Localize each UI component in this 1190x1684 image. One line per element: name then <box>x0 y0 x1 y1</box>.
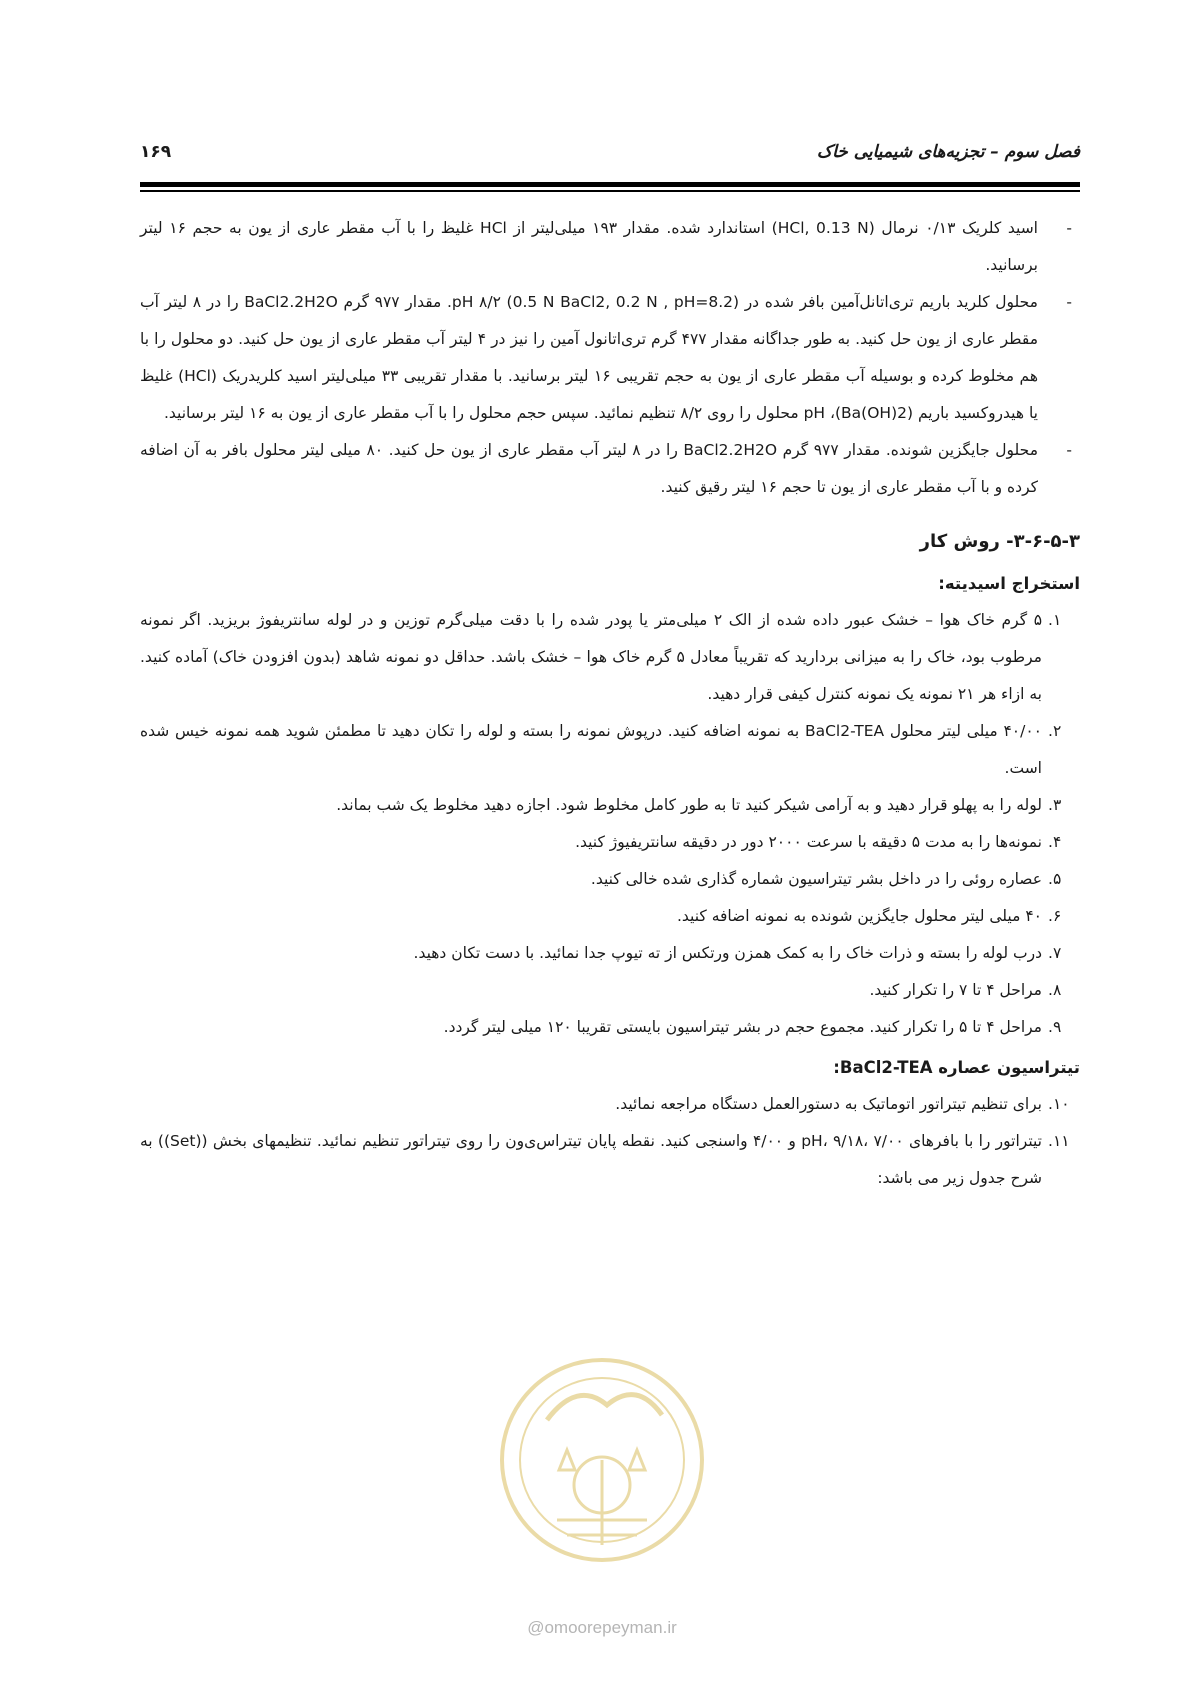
step-text: عصاره روئی را در داخل بشر تیتراسیون شماره گذاری شده خالی کنید. <box>590 869 1042 888</box>
header-rule-thick <box>140 182 1080 187</box>
dash-bullet: - <box>1066 440 1072 459</box>
step-text: ۴۰ میلی لیتر محلول جایگزین شونده به نمونه اضافه کنید. <box>676 906 1042 925</box>
dash-bullet: - <box>1066 292 1072 311</box>
step-number: ۱۱. <box>1048 1131 1070 1150</box>
reagent-item <box>140 432 1080 506</box>
section-title: ۳-۶-۵-۳- روش کار <box>919 530 1080 552</box>
document-page <box>140 130 1080 1197</box>
procedure-step <box>140 1086 1080 1123</box>
reagent-text: محلول جایگزین شونده. مقدار ۹۷۷ گرم BaCl2.2H2O را در ۸ لیتر آب مقطر عاری از یون حل کنید. ۸۰ میلی لیتر محلول بافر به آن اضافه کرده و با آب مقطر عاری از یون تا حجم ۱۶ لیتر رقیق کنید. <box>140 440 1038 496</box>
procedure-step <box>140 972 1080 1009</box>
procedure-step <box>140 1123 1080 1197</box>
step-number: ۵. <box>1048 869 1062 888</box>
reagent-text: محلول کلرید باریم تری‌اتانل‌آمین بافر شده در pH ۸/۲ (0.5 N BaCl2, 0.2 N , pH=8.2). مقدار ۹۷۷ گرم BaCl2.2H2O را در ۸ لیتر آب مقطر عاری از یون حل کنید. به طور جداگانه مقدار ۴۷۷ گرم تری‌اتانول آمین را نیز در ۴ لیتر آب مقطر عاری از یون حل کنید. دو محلول را با هم مخلوط کرده و بوسیله آب مقطر عاری از یون به حجم تقریبی ۱۶ لیتر برسانید. با مقدار تقریبی ۳۳ میلی‌لیتر اسید کلریدریک (HCl) غلیظ یا هیدروکسید باریم (Ba(OH)2)، pH محلول را روی ۸/۲ تنظیم نمائید. سپس حجم محلول را با آب مقطر عاری از یون به ۱۶ لیتر برسانید. <box>140 292 1039 422</box>
page-number: ۱۶۹ <box>140 142 172 162</box>
procedure-step <box>140 602 1080 713</box>
dash-bullet: - <box>1066 218 1072 237</box>
step-text: تیتراتور را با بافرهای pH، ۹/۱۸، ۷/۰۰ و ۴/۰۰ واسنجی کنید. نقطه پایان تیتراس‌ی‌ون را روی تیتراتور تنظیم نمائید. تنظیمهای بخش ((Set)) به شرح جدول زیر می باشد: <box>140 1131 1043 1187</box>
step-number: ۴. <box>1048 832 1062 851</box>
reagent-text: اسید کلریک ۰/۱۳ نرمال (HCl, 0.13 N) استاندارد شده. مقدار ۱۹۳ میلی‌لیتر از HCl غلیظ را با آب مقطر عاری از یون به حجم ۱۶ لیتر برسانید. <box>140 218 1038 274</box>
step-number: ۱. <box>1048 610 1062 629</box>
procedure-step <box>140 935 1080 972</box>
procedure-step <box>140 898 1080 935</box>
step-number: ۷. <box>1048 943 1062 962</box>
page-header <box>140 130 1080 170</box>
watermark-logo-icon <box>487 1350 717 1570</box>
step-number: ۳. <box>1048 795 1062 814</box>
procedure-step <box>140 824 1080 861</box>
watermark-url: @omoorepeyman.ir <box>527 1618 677 1637</box>
page-content <box>140 210 1080 1197</box>
procedure-step <box>140 787 1080 824</box>
step-number: ۹. <box>1048 1017 1062 1036</box>
step-text: برای تنظیم تیتراتور اتوماتیک به دستورالعمل دستگاه مراجعه نمائید. <box>615 1094 1042 1113</box>
procedure-step <box>140 1009 1080 1046</box>
step-text: نمونه‌ها را به مدت ۵ دقیقه با سرعت ۲۰۰۰ دور در دقیقه سانتریفیوژ کنید. <box>575 832 1042 851</box>
step-text: درب لوله را بسته و ذرات خاک را به کمک همزن ورتکس از ته تیوپ جدا نمائید. با دست تکان دهید. <box>413 943 1042 962</box>
header-rule-thin <box>140 190 1080 192</box>
step-text: لوله را به پهلو قرار دهید و به آرامی شیکر کنید تا به طور کامل مخلوط شود. اجازه دهید مخلوط یک شب بماند. <box>336 795 1042 814</box>
step-number: ۶. <box>1048 906 1062 925</box>
reagent-item <box>140 284 1080 432</box>
titration-title: تیتراسیون عصاره BaCl2-TEA: <box>833 1057 1080 1077</box>
chapter-title: فصل سوم – تجزیه‌های شیمیایی خاک <box>816 142 1080 162</box>
step-number: ۸. <box>1048 980 1062 999</box>
reagent-item <box>140 210 1080 284</box>
step-text: مراحل ۴ تا ۵ را تکرار کنید. مجموع حجم در بشر تیتراسیون بایستی تقریبا ۱۲۰ میلی لیتر گردد. <box>443 1017 1042 1036</box>
step-text: ۵ گرم خاک هوا – خشک عبور داده شده از الک ۲ میلی‌متر یا پودر شده را با دقت میلی‌گرم توزین و در لوله سانتریفوژ بریزید. اگر نمونه مرطوب بود، خاک را به میزانی بردارید که تقریباً معادل ۵ گرم خاک هوا – خشک باشد. حداقل دو نمونه شاهد (بدون افزودن خاک) آماده کنید. به ازاء هر ۲۱ نمونه یک نمونه کنترل کیفی قرار دهید. <box>140 610 1043 703</box>
procedure-step <box>140 713 1080 787</box>
step-number: ۱۰. <box>1048 1094 1070 1113</box>
step-number: ۲. <box>1048 721 1062 740</box>
step-text: مراحل ۴ تا ۷ را تکرار کنید. <box>869 980 1042 999</box>
step-text: ۴۰/۰۰ میلی لیتر محلول BaCl2-TEA به نمونه اضافه کنید. درپوش نمونه را بسته و لوله را تکان دهید تا مطمئن شوید همه نمونه خیس شده است. <box>140 721 1043 777</box>
procedure-step <box>140 861 1080 898</box>
extraction-title: استخراج اسیدیته: <box>938 573 1080 593</box>
